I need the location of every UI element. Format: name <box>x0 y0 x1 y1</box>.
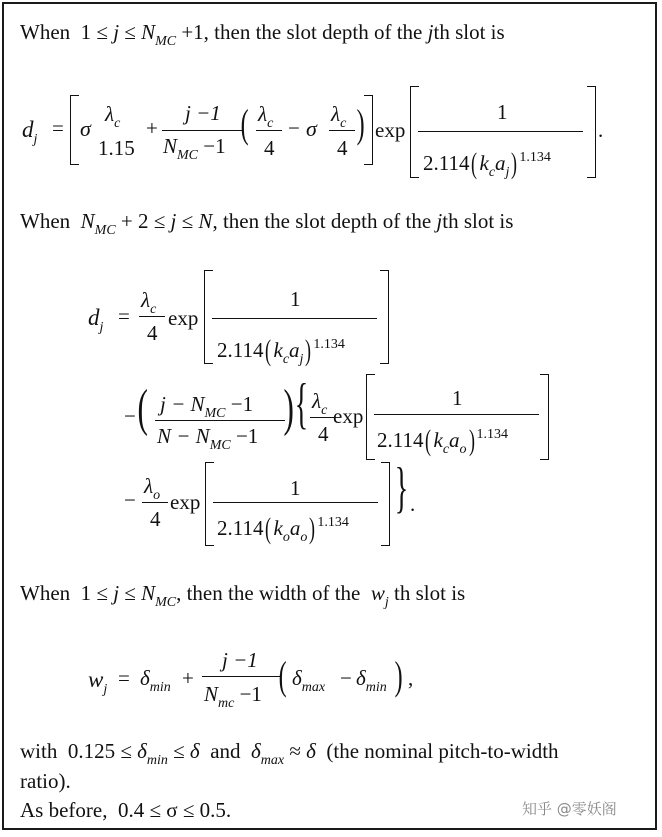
eq3-delta-min-2: $\delta_{min}$ <box>356 666 387 695</box>
p5-text: As before, <box>20 798 108 822</box>
eq2-equals: = <box>118 304 130 328</box>
p2-text-end: th slot is <box>442 209 514 233</box>
p4-range-post: ≤ <box>167 739 190 763</box>
eq3-delta-min: $\delta_{min}$ <box>140 666 171 695</box>
paragraph-3 <box>20 581 466 610</box>
p4-with: with <box>20 739 58 763</box>
eq2-one-2: 1 <box>452 386 463 410</box>
eq2-bar-7 <box>213 502 378 503</box>
p1-cond-post: +1 <box>176 20 204 44</box>
p4-note-1: (the nominal pitch-to-width <box>326 739 559 763</box>
eq1-one: 1 <box>497 100 508 124</box>
eq1-exp-right-bracket <box>587 86 596 178</box>
eq2-lb-1 <box>204 270 213 364</box>
eq2-exp-2: exp <box>333 404 364 428</box>
eq1-equals: = <box>52 116 64 140</box>
eq3-bar <box>202 676 280 677</box>
eq3-den: $N_{mc} -1$ <box>204 682 262 711</box>
eq1-fraction-bar-2 <box>256 130 282 131</box>
p1-text-end: th slot is <box>433 20 505 44</box>
p5-period: . <box>225 798 232 822</box>
paragraph-4-line1 <box>20 739 559 768</box>
p2-text: , then the slot depth of the <box>212 209 437 233</box>
p4-and: and <box>210 739 241 763</box>
eq1-plus: + <box>146 116 158 140</box>
eq2-bar-5 <box>374 414 539 415</box>
eq1-rparen: ) <box>356 101 365 146</box>
eq1-sigma: σ <box>80 116 91 141</box>
eq2-lambda-o: $\lambda_o$ <box>144 474 161 503</box>
eq2-four-1: 4 <box>147 321 158 345</box>
p2-cond-end: ≤ <box>176 209 199 233</box>
p5-range: 0.4 ≤ σ ≤ 0.5 <box>117 798 226 822</box>
p4-delta-3: δ <box>251 739 261 763</box>
p1-jvar: j <box>427 20 434 44</box>
p4-max: max <box>260 753 285 768</box>
eq2-rb-1 <box>380 270 389 364</box>
eq2-lbrace: { <box>294 373 309 435</box>
eq2-bar-6 <box>142 502 168 503</box>
p2-cond-N2: N <box>198 209 213 233</box>
eq2-num: $j - N_{MC} -1$ <box>160 392 254 421</box>
eq1-lhs: $d_j$ <box>22 117 38 147</box>
eq1-115: 1.15 <box>98 136 135 160</box>
p3-intro: When <box>20 581 71 605</box>
p4-approx: ≈ <box>284 739 307 763</box>
eq1-exp-left-bracket <box>410 86 419 178</box>
eq1-sigma-2: σ <box>306 116 317 141</box>
eq2-four-3: 4 <box>150 507 161 531</box>
p3-cond-j: j <box>113 581 120 605</box>
eq3-rparen: ) <box>394 653 403 698</box>
eq1-minus: − <box>288 116 300 140</box>
paragraph-1 <box>20 20 505 49</box>
eq3-num: j −1 <box>222 648 258 672</box>
eq2-lb-3 <box>205 462 214 546</box>
eq1-lambda-c: $\lambda_c$ <box>105 102 121 131</box>
paragraph-2 <box>20 209 514 238</box>
eq1-lambda-c-2: $\lambda_c$ <box>258 102 274 131</box>
eq2-denom-1: $2.114(k_ca_j)$ $^{1.134}$ <box>217 334 345 367</box>
eq1-num-j1: j −1 <box>185 101 221 125</box>
eq1-exp: exp <box>375 118 406 142</box>
paragraph-5 <box>20 800 231 821</box>
eq2-rbrace: } <box>394 457 409 519</box>
eq2-four-2: 4 <box>318 422 329 446</box>
p2-cond-sub: MC <box>94 223 116 238</box>
eq3-comma: , <box>408 666 414 690</box>
p1-cond-N: N <box>141 20 156 44</box>
eq3-delta-max: $\delta_{max}$ <box>292 666 326 695</box>
eq1-lparen: ( <box>240 101 249 146</box>
p4-range-pre: 0.125 ≤ <box>67 739 138 763</box>
p1-text: , then the slot depth of the <box>203 20 428 44</box>
p2-cond-j: j <box>170 209 177 233</box>
eq2-lparen: ( <box>137 380 148 437</box>
eq3-minus: − <box>340 666 352 690</box>
p4-min: min <box>146 753 168 768</box>
p4-delta-4: δ <box>306 739 316 763</box>
p4-delta: δ <box>137 739 147 763</box>
eq2-minus-2: − <box>124 488 136 512</box>
eq2-denom-2: $2.114(k_ca_o)$ $^{1.134}$ <box>377 424 509 457</box>
p1-cond-mid: ≤ <box>119 20 142 44</box>
eq1-left-bracket <box>70 95 79 165</box>
eq1-right-bracket <box>364 95 373 165</box>
eq2-exp-3: exp <box>170 490 201 514</box>
p3-text-end: th slot is <box>394 581 466 605</box>
p4-note-2: ratio). <box>20 769 71 793</box>
p1-cond-sub: MC <box>155 34 177 49</box>
watermark: 知乎 @零妖阁 <box>522 800 617 818</box>
p3-text: , then the width of the <box>176 581 366 605</box>
p4-delta-2: δ <box>189 739 200 763</box>
p3-wvar: w <box>370 581 385 605</box>
document-frame <box>2 2 657 830</box>
p1-cond-j: j <box>113 20 120 44</box>
eq2-bar-3 <box>155 420 285 421</box>
p3-wsub: j <box>384 595 389 610</box>
eq2-one-1: 1 <box>290 287 301 311</box>
p2-jvar: j <box>436 209 443 233</box>
eq2-bar-1 <box>139 316 165 317</box>
eq1-period: . <box>598 118 604 142</box>
eq1-den-N: $N_{MC} -1$ <box>163 134 226 163</box>
p3-cond-pre: 1 ≤ <box>80 581 114 605</box>
eq2-rparen: ) <box>283 380 294 437</box>
eq2-exp-1: exp <box>168 306 199 330</box>
p2-cond-post: + 2 ≤ <box>115 209 171 233</box>
eq1-denominator: $2.114(k_ca_j)$ $^{1.134}$ <box>423 147 551 180</box>
eq1-fraction-bar-4 <box>418 131 583 132</box>
p3-cond-sub: MC <box>155 595 177 610</box>
eq2-lambda-c: $\lambda_c$ <box>141 288 157 317</box>
paragraph-4-line2 <box>20 771 71 792</box>
eq1-four-1: 4 <box>264 136 275 160</box>
eq2-rb-3 <box>381 462 390 546</box>
eq2-lhs: $d_j$ <box>88 305 104 335</box>
p2-cond-N: N <box>80 209 95 233</box>
eq2-lambda-c-2: $\lambda_c$ <box>312 389 328 418</box>
p3-cond-mid: ≤ <box>119 581 142 605</box>
eq3-lhs: $w_j$ <box>88 667 108 697</box>
eq2-bar-2 <box>212 318 377 319</box>
p1-intro: When <box>20 20 71 44</box>
eq3-lparen: ( <box>278 653 287 698</box>
eq1-fraction-bar-1 <box>162 130 242 131</box>
eq2-denom-3: $2.114(k_oa_o)$ $^{1.134}$ <box>217 512 349 545</box>
eq2-one-3: 1 <box>290 476 301 500</box>
eq1-four-2: 4 <box>337 136 348 160</box>
eq2-den: $N - N_{MC} -1$ <box>157 424 259 453</box>
eq2-minus-1: − <box>124 404 136 428</box>
p1-cond-pre: 1 ≤ <box>80 20 114 44</box>
p3-cond-N: N <box>141 581 156 605</box>
p2-intro: When <box>20 209 71 233</box>
eq2-lb-2 <box>366 374 375 460</box>
eq1-fraction-bar-3 <box>329 130 355 131</box>
eq1-lambda-c-3: $\lambda_c$ <box>331 102 347 131</box>
eq2-rb-2 <box>540 374 549 460</box>
eq3-plus: + <box>182 666 194 690</box>
eq2-period: . <box>410 492 416 516</box>
eq3-equals: = <box>118 666 130 690</box>
